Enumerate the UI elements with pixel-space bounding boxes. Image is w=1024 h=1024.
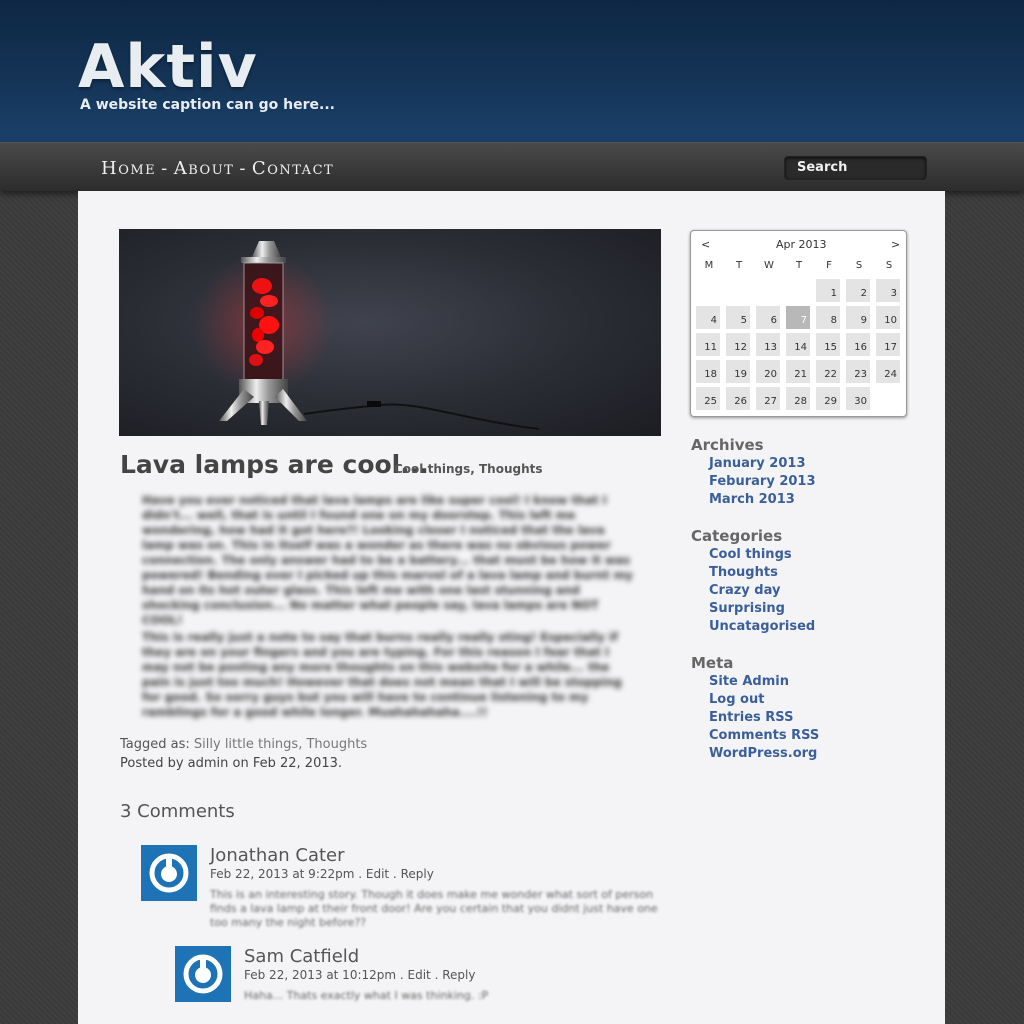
calendar-day[interactable]: 16 [846, 333, 870, 356]
calendar-day[interactable]: 22 [816, 360, 840, 383]
archive-link[interactable]: January 2013 [709, 456, 806, 471]
calendar-day[interactable]: 30 [846, 387, 870, 410]
category-link[interactable]: Cool things [709, 547, 792, 562]
nav-links [101, 158, 334, 179]
meta-link[interactable]: Comments RSS [709, 728, 820, 743]
post-paragraph: This is really just a note to say that burns really really sting! Especially if they are on your fingers and you are typing. For this reason I fear that I may not be posting any more thoughts on this website for a while... the pain is just too much! However that does not mean that I will be stopping for good. So sorry guys but you will have to continue listening to my ramblings for a good while longer. Muahahahaha....!! [142, 630, 622, 719]
calendar-weekday: T [735, 260, 743, 271]
calendar-day[interactable]: 9 [846, 306, 870, 329]
calendar-day[interactable]: 15 [816, 333, 840, 356]
calendar-day[interactable]: 25 [696, 387, 720, 410]
calendar-day[interactable]: 21 [786, 360, 810, 383]
calendar-day[interactable]: 13 [756, 333, 780, 356]
calendar-weekday: T [795, 260, 803, 271]
nav-home[interactable]: Home [101, 158, 157, 179]
calendar-weekday: S [855, 260, 863, 271]
calendar-weekday: W [764, 260, 774, 271]
comment-meta[interactable]: Feb 22, 2013 at 9:22pm . Edit . Reply [210, 867, 434, 881]
category-link[interactable]: Thoughts [709, 565, 778, 580]
calendar-day[interactable]: 14 [786, 333, 810, 356]
comment-meta[interactable]: Feb 22, 2013 at 10:12pm . Edit . Reply [244, 968, 476, 982]
calendar-widget [690, 230, 907, 417]
meta-link[interactable]: Log out [709, 692, 765, 707]
calendar-day[interactable]: 10 [876, 306, 900, 329]
calendar-day[interactable]: 11 [696, 333, 720, 356]
archive-link[interactable]: March 2013 [709, 492, 795, 507]
calendar-day[interactable]: 5 [726, 306, 750, 329]
calendar-day[interactable]: 2 [846, 279, 870, 302]
calendar-day[interactable]: 7 [786, 306, 810, 329]
comments-heading: 3 Comments [120, 801, 235, 822]
meta-link[interactable]: Entries RSS [709, 710, 794, 725]
calendar-weekday: F [826, 260, 832, 271]
archives-heading: Archives [691, 436, 764, 454]
calendar-day[interactable]: 28 [786, 387, 810, 410]
meta-link[interactable]: Site Admin [709, 674, 789, 689]
post-tags [120, 737, 367, 752]
calendar-day[interactable]: 8 [816, 306, 840, 329]
wordpress-avatar-icon [175, 946, 231, 1002]
calendar-day[interactable]: 6 [756, 306, 780, 329]
nav-separator: - [161, 158, 169, 179]
meta-heading: Meta [691, 654, 734, 672]
tags-links[interactable]: Silly little things, Thoughts [193, 737, 368, 752]
calendar-weekday: M [704, 260, 714, 271]
category-link[interactable]: Surprising [709, 601, 785, 616]
calendar-day[interactable]: 19 [726, 360, 750, 383]
nav-about[interactable]: About [173, 158, 235, 179]
nav-contact[interactable]: Contact [251, 158, 335, 179]
calendar-day[interactable]: 20 [756, 360, 780, 383]
calendar-day[interactable]: 17 [876, 333, 900, 356]
calendar-day[interactable]: 4 [696, 306, 720, 329]
site-caption: A website caption can go here... [80, 97, 335, 113]
wordpress-avatar-icon [141, 845, 197, 901]
comment-body: This is an interesting story. Though it does make me wonder what sort of person finds a lava lamp at their front door! Are you certain that you didnt just have one too many the night before?? [210, 888, 658, 929]
calendar-next-button[interactable]: > [891, 238, 901, 251]
archive-link[interactable]: Feburary 2013 [709, 474, 816, 489]
post-categories[interactable]: Cool things, Thoughts [394, 462, 543, 476]
calendar-prev-button[interactable]: < [701, 238, 711, 251]
nav-separator: - [239, 158, 247, 179]
post-title[interactable]: Lava lamps are cool... [120, 450, 429, 479]
comment-body: Haha... Thats exactly what I was thinking. :P [244, 989, 489, 1002]
lava-lamp-image [119, 229, 661, 436]
calendar-day[interactable]: 23 [846, 360, 870, 383]
post-byline: Posted by admin on Feb 22, 2013. [120, 756, 343, 771]
comment-author[interactable]: Sam Catfield [244, 946, 360, 967]
calendar-day[interactable]: 26 [726, 387, 750, 410]
calendar-day[interactable]: 12 [726, 333, 750, 356]
calendar-day[interactable]: 27 [756, 387, 780, 410]
calendar-day[interactable]: 24 [876, 360, 900, 383]
search-input[interactable]: Search [784, 156, 927, 180]
calendar-day[interactable]: 18 [696, 360, 720, 383]
calendar-day[interactable]: 1 [816, 279, 840, 302]
calendar-day[interactable]: 29 [816, 387, 840, 410]
category-link[interactable]: Uncatagorised [709, 619, 816, 634]
tags-label: Tagged as: [120, 737, 190, 752]
meta-link[interactable]: WordPress.org [709, 746, 818, 761]
calendar-day[interactable]: 3 [876, 279, 900, 302]
post-paragraph: Have you ever noticed that lava lamps are like super cool! I know that I didn't... well, that is until I found one on my doorstep. This left me wondering, how had it got here?! Looking closer I noticed that the lava lamp was on. This in itself was a wonder as there was no obvious power connection. The only answer had to be a battery... that must be how it was powered! Bending over I picked up this marvel of a lava lamp and burnt my hand on its hot outer glass. This left me with one last stunning and shocking conclusion... No matter what people say, lava lamps are NOT COOL! [142, 493, 633, 627]
comment-author[interactable]: Jonathan Cater [210, 845, 345, 866]
calendar-weekday: S [885, 260, 893, 271]
site-header [0, 0, 1024, 142]
category-link[interactable]: Crazy day [709, 583, 781, 598]
site-title[interactable]: Aktiv [78, 32, 258, 102]
categories-heading: Categories [691, 527, 783, 545]
calendar-month: Apr 2013 [776, 238, 827, 251]
